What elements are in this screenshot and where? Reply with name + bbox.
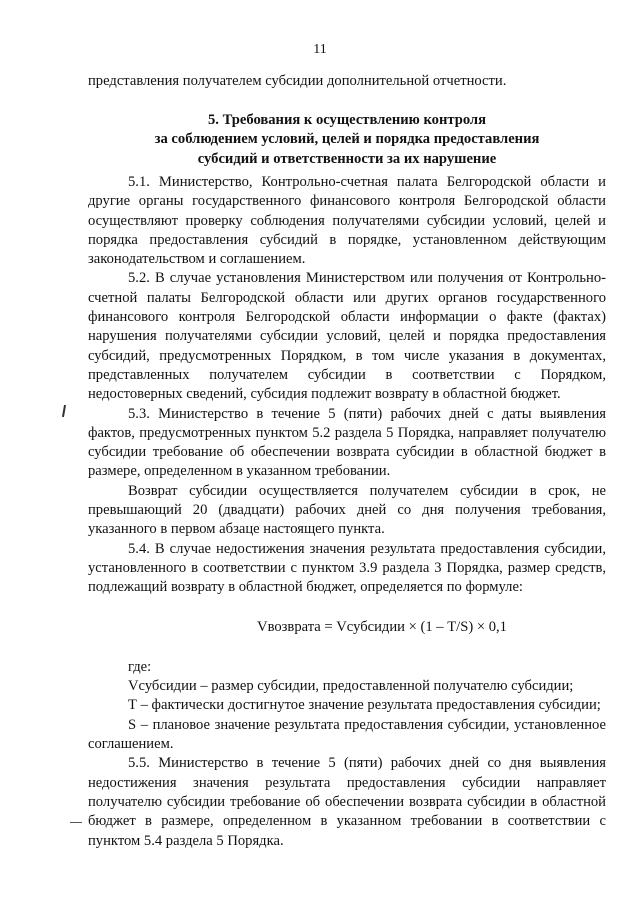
definition-t: Т – фактически достигнутое значение результата предоставления субсидии; [128,697,601,714]
heading-line-1: 5. Требования к осуществлению контроля [207,112,487,128]
heading-line-2: за соблюдением условий, целей и порядка предоставления [154,131,540,148]
continued-text-line: представления получателем субсидии дополнительной отчетности. [88,73,507,89]
formula-where: где: [128,658,152,675]
definition-s: S – плановое значение результата предоставления субсидии, установленное соглашением. [88,716,606,753]
margin-scan-dash [70,822,82,823]
paragraph-5-1: 5.1. Министерство, Контрольно-счетная палата Белгородской области и другие органы государственного финансового контроля Белгородской области осуществляют проверку соблюдения получателями субсидии условий, целей и порядка предоставления субсидий в порядке, установленном действующим законодательством и соглашением. [88,174,606,268]
paragraph-5-2: 5.2. В случае установления Министерством или получения от Контрольно-счетной палаты Белгородской области или других органов государственного финансового контроля Белгородской области информации о факте (фактах) нарушения получателями субсидии условий, целей и порядка предоставления субсидий, предусмотренных Порядком, в том числе указания в документах, представленных получателем субсидии в соответствии с Порядком, недостоверных сведений, субсидия подлежит возврату в областной бюджет. [88,270,606,403]
section-heading [88,111,606,169]
page-number: 11 [313,42,327,57]
paragraph-5-3: 5.3. Министерство в течение 5 (пяти) рабочих дней с даты выявления фактов, предусмотренных пунктом 5.2 раздела 5 Порядка, направляет получателю субсидии требование об обеспечении возврата субсидии в областной бюджет в размере, определенном в указанном требовании. [88,405,606,480]
heading-line-3: субсидий и ответственности за их нарушение [197,150,497,167]
paragraph-5-5: 5.5. Министерство в течение 5 (пяти) рабочих дней со дня выявления недостижения значения результата предоставления субсидии направляет получателю субсидии требование об обеспечении возврата субсидии в областной бюджет в размере, определенном в указанном требовании в соответствии с пунктом 5.4 раздела 5 Порядка. [88,755,606,849]
definition-v-subsidy: Vсубсидии – размер субсидии, предоставленной получателю субсидии; [128,678,574,695]
return-formula: Vвозврата = Vсубсидии × (1 – T/S) × 0,1 [257,618,507,635]
section-body [88,173,606,851]
paragraph-5-3-return: Возврат субсидии осуществляется получателем субсидии в срок, не превышающий 20 (двадцати) рабочих дней со дня получения требования, указанного в первом абзаце настоящего пункта. [88,482,606,538]
margin-scan-mark [62,405,66,417]
paragraph-5-4: 5.4. В случае недостижения значения результата предоставления субсидии, установленного в соответствии с пунктом 3.9 раздела 3 Порядка, размер средств, подлежащий возврату в областной бюджет, определяется по формуле: [88,540,606,596]
